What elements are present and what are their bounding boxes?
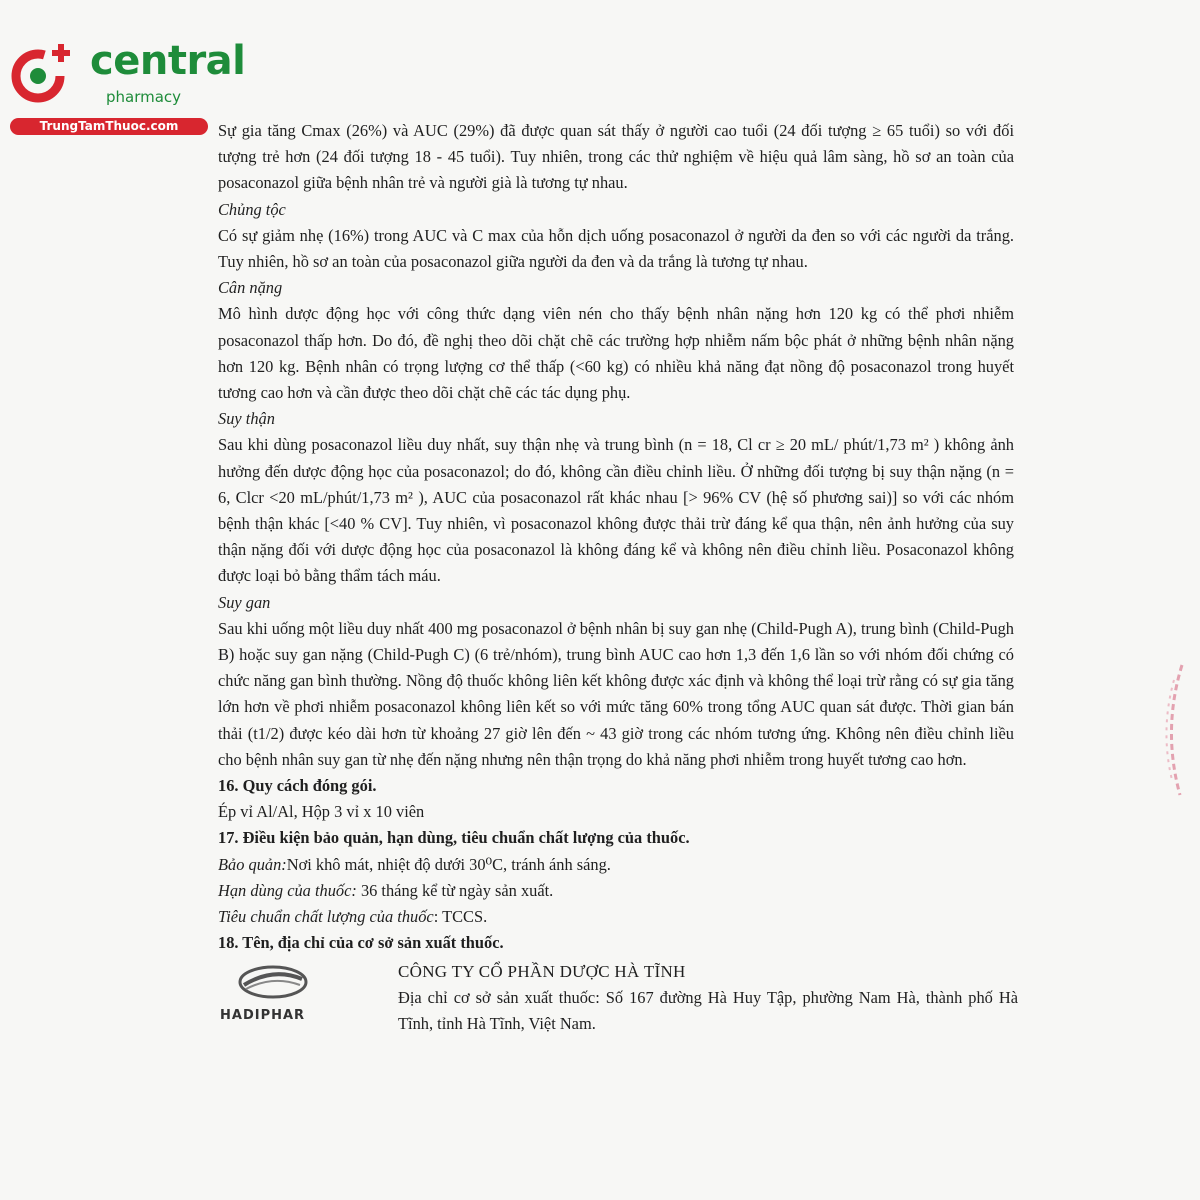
paragraph-hepatic: Sau khi uống một liều duy nhất 400 mg posaconazol ở bệnh nhân bị suy gan nhẹ (Child-Pugh A), trung bình (Child-Pugh B) hoặc suy gan nặng (Child-Pugh C) (6 trẻ/nhóm), trung bình AUC cao hơn 1,3 đến 1,6 lần so với nhóm đối chứng có chức năng gan bình thường. Nồng độ thuốc không liên kết không được xác định và không thể loại trừ rằng có sự gia tăng lớn hơn về phơi nhiễm posaconazol không liên kết so với mức tăng 60% trong tổng AUC quan sát được. Thời gian bán thải (t1/2) được kéo dài hơn từ khoảng 27 giờ lên đến ~ 43 giờ trong các nhóm tương ứng. Không nên điều chỉnh liều cho bệnh nhân suy gan từ nhẹ đến nặng nhưng nên thận trọng do khả năng phơi nhiễm trong huyết tương cao hơn.	[218, 618, 1014, 769]
company-address: Địa chỉ cơ sở sản xuất thuốc: Số 167 đường Hà Huy Tập, phường Nam Hà, thành phố Hà Tĩnh, tỉnh Hà Tĩnh, Việt Nam.	[398, 987, 1018, 1033]
standard-label: Tiêu chuẩn chất lượng của thuốc	[218, 907, 434, 927]
subheading-weight: Cân nặng	[218, 278, 283, 298]
storage-line	[218, 852, 1014, 878]
packaging-text: Ép vỉ Al/Al, Hộp 3 vỉ x 10 viên	[218, 802, 425, 822]
company-info	[398, 959, 1018, 1037]
paragraph-weight: Mô hình dược động học với công thức dạng viên nén cho thấy bệnh nhân nặng hơn 120 kg có thể phơi nhiễm posaconazol thấp hơn. Do đó, đề nghị theo dõi chặt chẽ các trường hợp nhiễm nấm bộc phát ở những bệnh nhân nặng hơn 120 kg. Bệnh nhân có trọng lượng cơ thể thấp (<60 kg) có nhiều khả năng đạt nồng độ posaconazol trong huyết tương cao hơn và cần được theo dõi chặt chẽ các tác dụng phụ.	[218, 304, 1014, 403]
subheading-race: Chủng tộc	[218, 199, 286, 219]
subheading-renal: Suy thận	[218, 409, 275, 429]
expiry-value: 36 tháng kể từ ngày sản xuất.	[356, 880, 554, 900]
brand-name: central	[90, 38, 246, 84]
subheading-hepatic: Suy gan	[218, 592, 271, 612]
paragraph-race: Có sự giảm nhẹ (16%) trong AUC và C max của hỗn dịch uống posaconazol ở người da đen so với các người da trắng. Tuy nhiên, hồ sơ an toàn của posaconazol giữa người da đen và da trắng là tương tự nhau.	[218, 225, 1014, 272]
standard-line	[218, 904, 1014, 930]
section-17-heading: 17. Điều kiện bảo quản, hạn dùng, tiêu chuẩn chất lượng của thuốc.	[218, 828, 690, 848]
storage-value: Nơi khô mát, nhiệt độ dưới 30⁰C, tránh ánh sáng.	[286, 854, 611, 874]
storage-label: Bảo quản:	[218, 854, 287, 874]
manufacturer-block	[218, 959, 1018, 1037]
hadiphar-wordmark: HADIPHAR	[220, 1007, 306, 1023]
section-18-heading: 18. Tên, địa chỉ của cơ sở sản xuất thuốc.	[218, 933, 504, 953]
company-name: CÔNG TY CỔ PHẦN DƯỢC HÀ TĨNH	[398, 961, 686, 981]
paragraph-elderly: Sự gia tăng Cmax (26%) và AUC (29%) đã được quan sát thấy ở người cao tuổi (24 đối tượng ≥ 65 tuổi) so với đối tượng trẻ hơn (24 đối tượng 18 - 45 tuổi). Tuy nhiên, trong các thử nghiệm về hiệu quả lâm sàng, hồ sơ an toàn của posaconazol giữa bệnh nhân trẻ và người già là tương tự nhau.	[218, 121, 1014, 193]
hadiphar-logo	[218, 965, 338, 1021]
expiry-line	[218, 878, 1014, 904]
document-body	[218, 118, 1018, 1037]
hadiphar-emblem-icon	[238, 965, 308, 999]
brand-subtitle: pharmacy	[106, 88, 182, 106]
paragraph-renal: Sau khi dùng posaconazol liều duy nhất, suy thận nhẹ và trung bình (n = 18, Cl cr ≥ 20 mL/ phút/1,73 m² ) không ảnh hưởng đến dược động học của posaconazol; do đó, không cần điều chỉnh liều. Ở những đối tượng bị suy thận nặng (n = 6, Clcr <20 mL/phút/1,73 m² ), AUC của posaconazol rất khác nhau [> 96% CV (hệ số phương sai)] so với các nhóm bệnh thận khác [<40 % CV]. Tuy nhiên, vì posaconazol không được thải trừ đáng kể qua thận, nên ảnh hưởng của suy thận nặng đối với dược động học của posaconazol là không đáng kể và không nên điều chỉnh liều. Posaconazol không được loại bỏ bằng thẩm tách máu.	[218, 435, 1014, 586]
section-16-heading: 16. Quy cách đóng gói.	[218, 776, 377, 796]
website-badge: TrungTamThuoc.com	[10, 118, 208, 135]
standard-value: : TCCS.	[433, 907, 488, 927]
central-pharmacy-logo	[10, 38, 246, 138]
red-stamp-mark-icon	[1152, 660, 1192, 800]
logo-mark-icon	[10, 42, 80, 106]
expiry-label: Hạn dùng của thuốc:	[218, 880, 357, 900]
